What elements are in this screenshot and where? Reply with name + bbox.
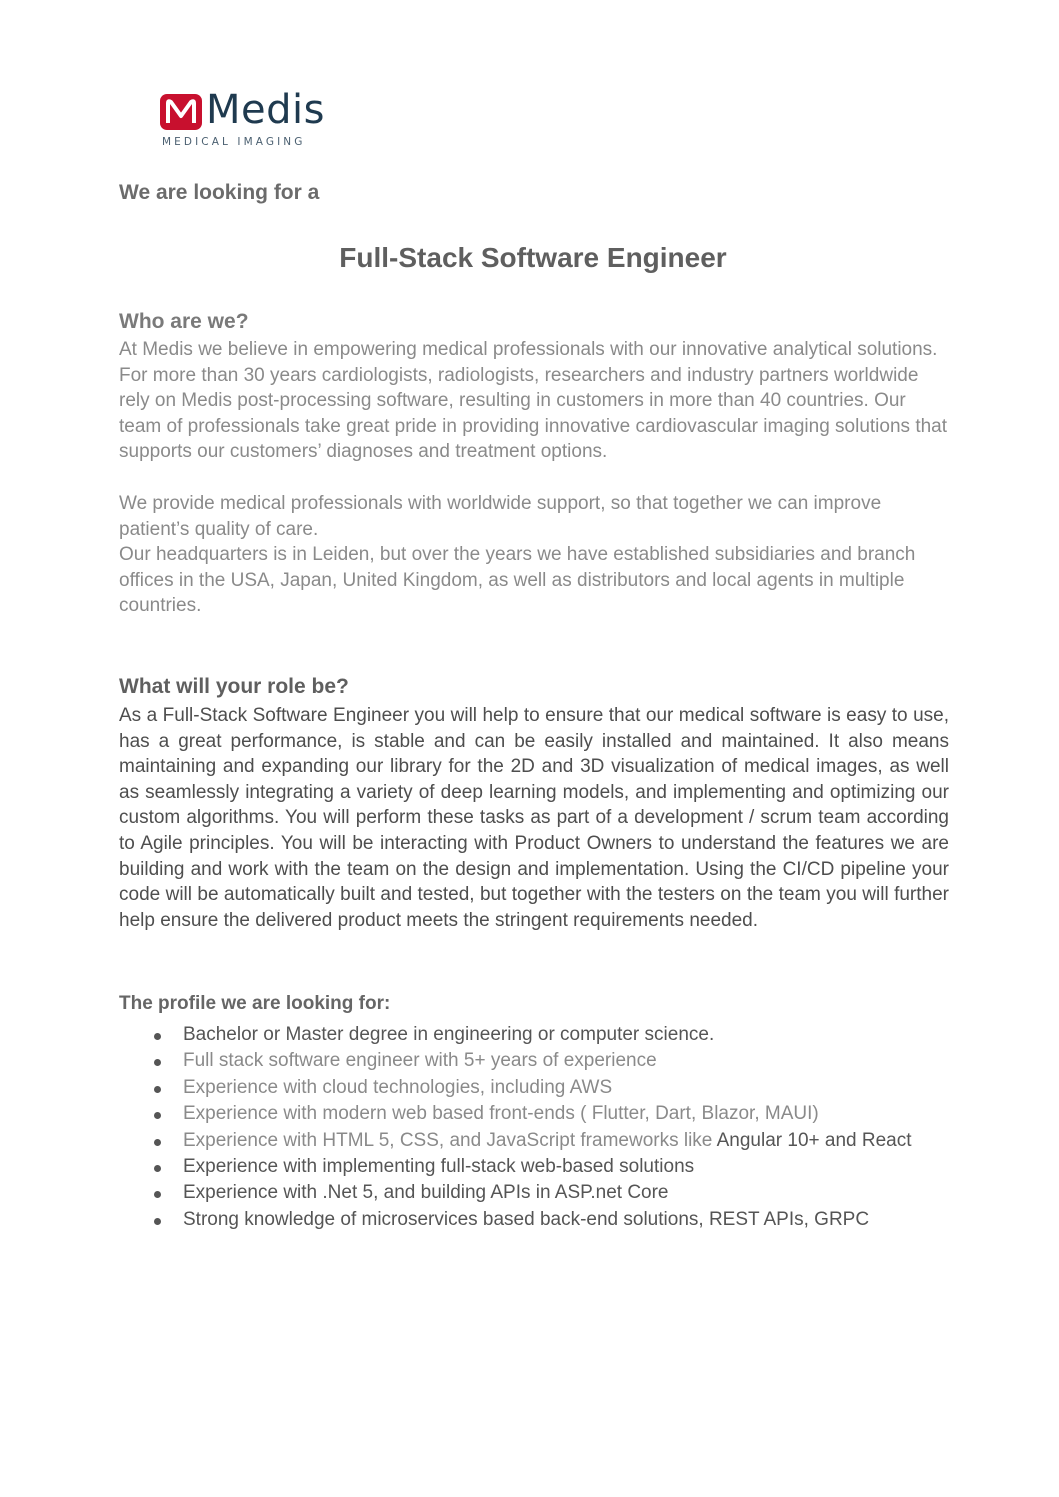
profile-list xyxy=(119,1022,949,1233)
intro-heading: We are looking for a xyxy=(119,181,320,204)
list-item: Experience with cloud technologies, including AWS xyxy=(119,1075,949,1101)
list-item: Experience with .Net 5, and building APIs in ASP.net Core xyxy=(119,1180,949,1206)
role-description: As a Full-Stack Software Engineer you will help to ensure that our medical software is easy to use, has a great performance, is stable and can be easily installed and maintained. It also means maintaining and expanding our library for the 2D and 3D visualization of medical images, as well as seamlessly integrating a variety of deep learning models, and implementing and optimizing our custom algorithms. You will perform these tasks as part of a development / scrum team according to Agile principles. You will be interacting with Product Owners to understand the features we are building and work with the team on the design and implementation. Using the CI/CD pipeline your code will be automatically built and tested, but together with the testers on the team you will further help ensure the delivered product meets the stringent requirements needed. xyxy=(119,705,949,931)
who-paragraph-1: At Medis we believe in empowering medical professionals with our innovative analytical solutions. For more than 30 years cardiologists, radiologists, researchers and industry partners worldwide rely on Medis post-processing software, resulting in customers in more than 40 countries. Our team of professionals take great pride in providing innovative cardiovascular imaging solutions that supports our customers’ diagnoses and treatment options. xyxy=(119,339,948,463)
list-item: Full stack software engineer with 5+ years of experience xyxy=(119,1048,949,1074)
medis-logo-mark-icon xyxy=(160,94,202,130)
logo-wordmark: Medis xyxy=(206,87,325,133)
list-item: Experience with HTML 5, CSS, and JavaScript frameworks like Angular 10+ and React xyxy=(119,1128,949,1154)
list-item: Bachelor or Master degree in engineering or computer science. xyxy=(119,1022,949,1048)
list-item: Experience with implementing full-stack web-based solutions xyxy=(119,1154,949,1180)
list-item-highlight: Angular 10+ and React xyxy=(716,1129,912,1151)
profile-heading: The profile we are looking for: xyxy=(119,993,391,1014)
list-item: Strong knowledge of microservices based back-end solutions, REST APIs, GRPC xyxy=(119,1207,949,1233)
job-title: Full-Stack Software Engineer xyxy=(339,242,727,273)
who-paragraph-2: We provide medical professionals with worldwide support, so that together we can improve patient’s quality of care. xyxy=(119,492,882,540)
who-section xyxy=(119,337,949,619)
medis-logo xyxy=(160,87,340,154)
who-heading: Who are we? xyxy=(119,310,249,333)
role-heading: What will your role be? xyxy=(119,675,349,698)
logo-subtitle: MEDICAL IMAGING xyxy=(162,136,306,148)
list-item: Experience with modern web based front-ends ( Flutter, Dart, Blazor, MAUI) xyxy=(119,1101,949,1127)
who-paragraph-3: Our headquarters is in Leiden, but over the years we have established subsidiaries and branch offices in the USA, Japan, United Kingdom, as well as distributors and local agents in multiple countries. xyxy=(119,544,916,617)
